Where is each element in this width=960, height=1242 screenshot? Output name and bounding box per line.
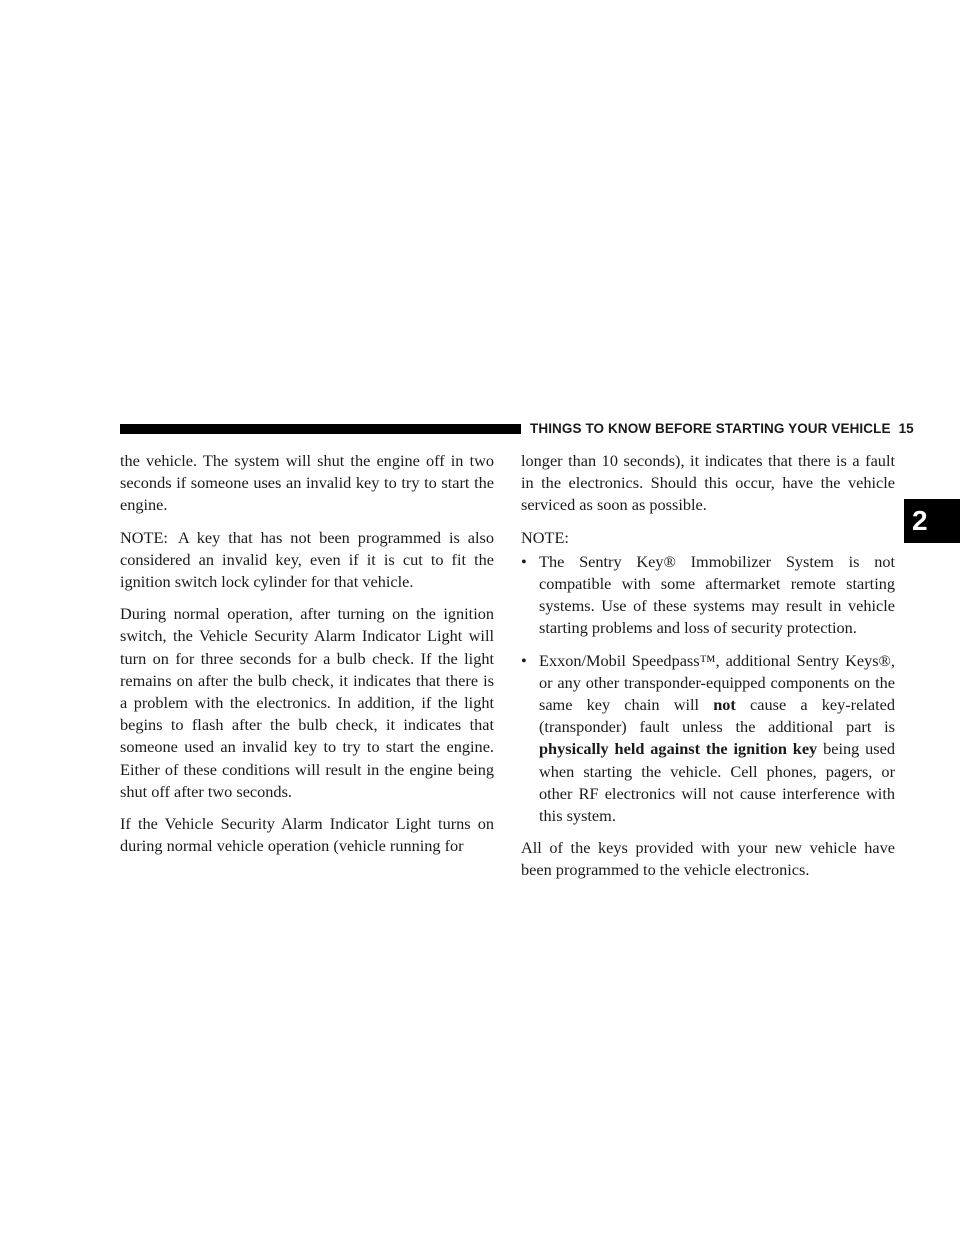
- page-number: 15: [898, 421, 914, 436]
- paragraph-4: If the Vehicle Security Alarm Indicator Light turns on during normal vehicle operation (vehicle running for: [120, 814, 494, 856]
- right-column: [521, 450, 895, 892]
- running-header: [530, 420, 914, 437]
- paragraph-3: During normal operation, after turning on the ignition switch, the Vehicle Security Alarm Indicator Light will turn on for three seconds for a bulb check. If the light remains on after the bulb check, it indicates that there is a problem with the electronics. In addition, if the light begins to flash after the bulb check, it indicates that someone used an invalid key to try to start the engine. Either of these conditions will result in the engine being shut off after two seconds.: [120, 604, 494, 801]
- note-label-right: NOTE:: [521, 527, 569, 547]
- bullet-icon: •: [521, 650, 527, 670]
- bullet-text-not: not: [713, 695, 736, 715]
- note-text: A key that has not been programmed is also considered an invalid key, even if it is cut to fit the ignition switch lock cylinder for that vehicle.: [120, 527, 494, 592]
- note-bullet-list: [521, 551, 895, 827]
- paragraph-continued: longer than 10 seconds), it indicates that there is a fault in the electronics. Should this occur, have the vehicle serviced as soon as possible.: [521, 451, 895, 515]
- note-label: NOTE:: [120, 527, 168, 547]
- paragraph-1: the vehicle. The system will shut the engine off in two seconds if someone uses an invalid key to try to start the engine.: [120, 451, 494, 515]
- bullet-text-part2: cause a key-related (transponder) fault unless the additional part is: [539, 695, 895, 737]
- bullet-text-part3: being used when starting the vehicle. Cell phones, pagers, or other RF electronics will not cause interference with this system.: [539, 739, 895, 826]
- note-paragraph: [120, 527, 494, 594]
- bullet-text-bold: physically held against the ignition key: [539, 739, 818, 759]
- bullet-icon: •: [521, 551, 527, 571]
- header-bar: [120, 424, 521, 434]
- bullet-text-part1: Exxon/Mobil Speedpass™, additional Sentry Keys®, or any other transponder-equipped components on the same key chain will: [539, 650, 895, 715]
- header-title: THINGS TO KNOW BEFORE STARTING YOUR VEHICLE: [530, 421, 891, 436]
- list-item: [521, 551, 895, 640]
- chapter-tab: 2: [904, 499, 960, 543]
- list-item: [521, 650, 895, 828]
- left-column: [120, 450, 494, 867]
- bullet-text: The Sentry Key® Immobilizer System is not compatible with some aftermarket remote starting systems. Use of these systems may result in vehicle starting problems and loss of security protection.: [539, 551, 895, 638]
- paragraph-last: All of the keys provided with your new vehicle have been programmed to the vehicle electronics.: [521, 838, 895, 880]
